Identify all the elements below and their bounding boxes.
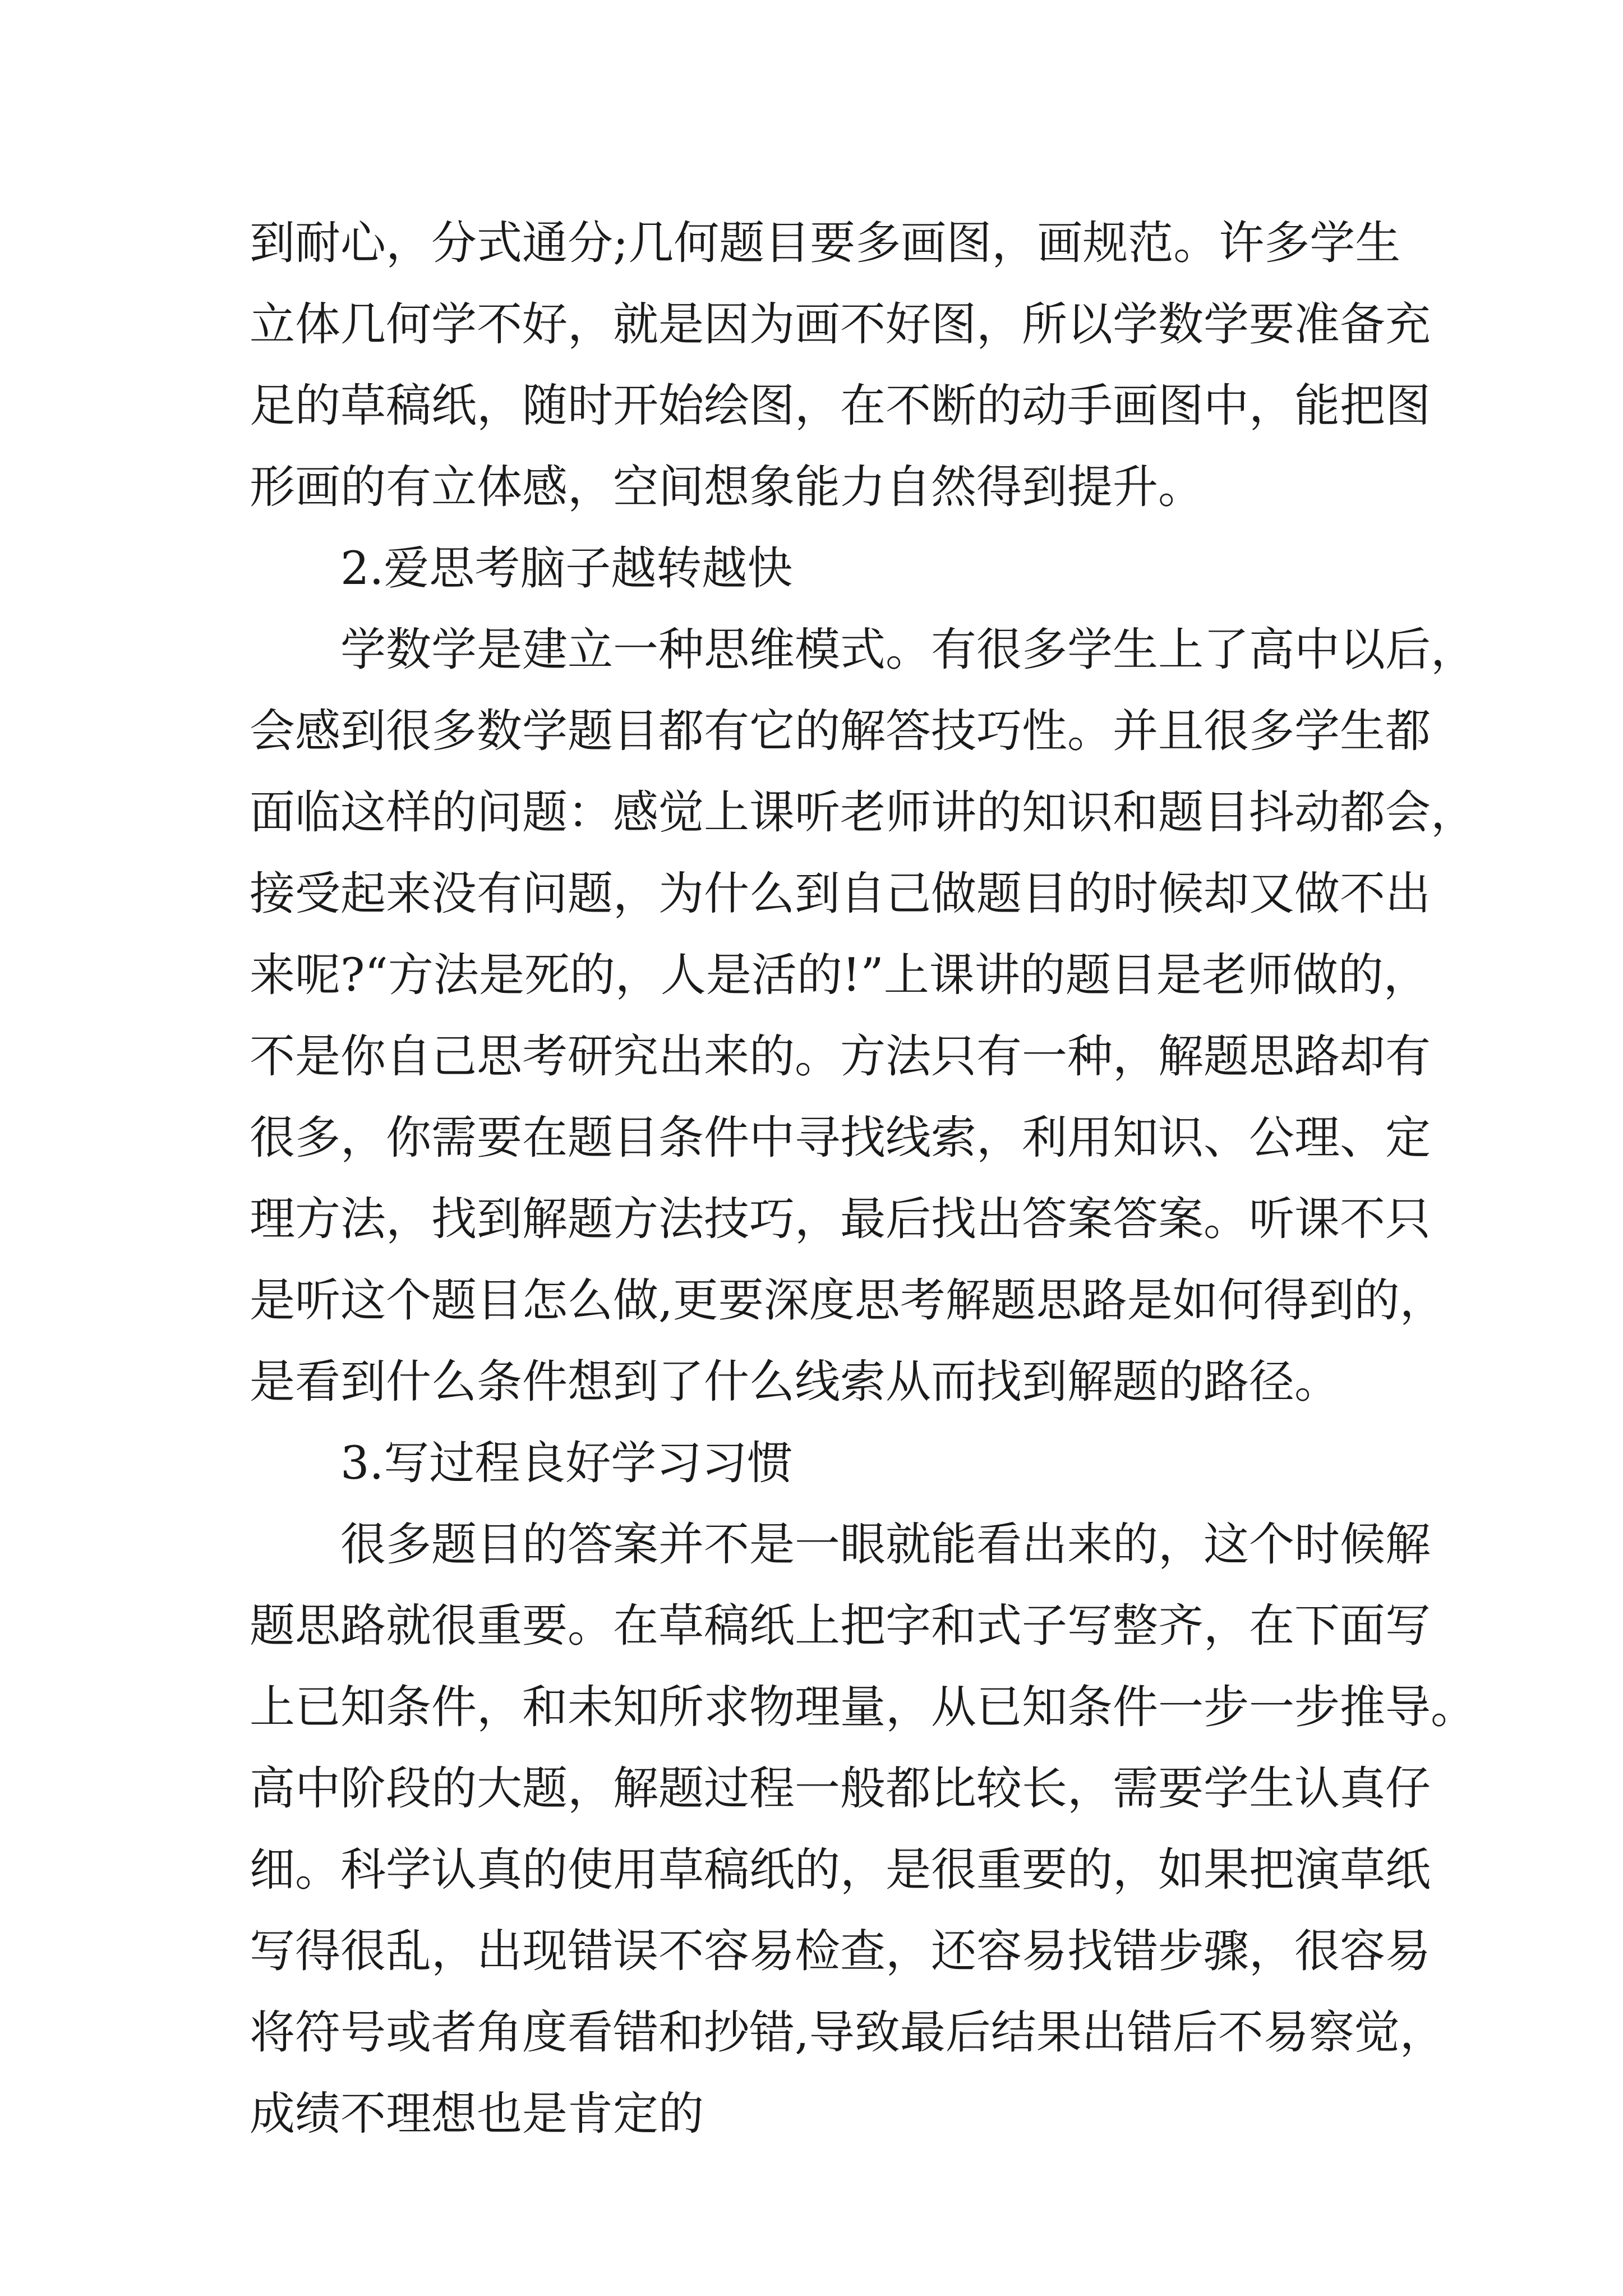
text-line: 很多，你需要在题目条件中寻找线索，利用知识、公理、定: [250, 1112, 1431, 1165]
text-line: 学数学是建立一种思维模式。有很多学生上了高中以后，: [340, 624, 1477, 677]
text-line: 接受起来没有问题，为什么到自己做题目的时候却又做不出: [250, 868, 1431, 921]
text-line: 细。科学认真的使用草稿纸的，是很重要的，如果把演草纸: [250, 1844, 1431, 1897]
text-line: 高中阶段的大题，解题过程一般都比较长，需要学生认真仔: [250, 1763, 1431, 1815]
text-line: 很多题目的答案并不是一眼就能看出来的，这个时候解: [340, 1519, 1431, 1571]
text-line: 面临这样的问题：感觉上课听老师讲的知识和题目抖动都会，: [250, 786, 1477, 839]
text-line: 是听这个题目怎么做,更要深度思考解题思路是如何得到的，: [250, 1274, 1445, 1327]
text-line: 会感到很多数学题目都有它的解答技巧性。并且很多学生都: [250, 705, 1431, 758]
text-line: 题思路就很重要。在草稿纸上把字和式子写整齐，在下面写: [250, 1600, 1431, 1653]
text-line: 到耐心，分式通分;几何题目要多画图，画规范。许多学生: [250, 217, 1401, 270]
text-line: 形画的有立体感，空间想象能力自然得到提升。: [250, 461, 1204, 514]
text-line: 是看到什么条件想到了什么线索从而找到解题的路径。: [250, 1356, 1340, 1409]
text-line: 2.爱思考脑子越转越快: [340, 542, 793, 595]
text-line: 写得很乱，出现错误不容易检查，还容易找错步骤，很容易: [250, 1925, 1431, 1978]
text-line: 理方法，找到解题方法技巧，最后找出答案答案。听课不只: [250, 1193, 1431, 1246]
text-line: 立体几何学不好，就是因为画不好图，所以学数学要准备充: [250, 298, 1431, 351]
text-line: 将符号或者角度看错和抄错,导致最后结果出错后不易察觉，: [250, 2007, 1445, 2059]
text-line: 上已知条件，和未知所求物理量，从已知条件一步一步推导。: [250, 1681, 1477, 1734]
text-line: 3.写过程良好学习习惯: [340, 1437, 793, 1490]
text-line: 不是你自己思考研究出来的。方法只有一种，解题思路却有: [250, 1030, 1431, 1083]
text-line: 足的草稿纸，随时开始绘图，在不断的动手画图中，能把图: [250, 380, 1431, 432]
text-line: 来呢?“方法是死的，人是活的!”上课讲的题目是老师做的，: [250, 949, 1429, 1002]
document-body: [250, 203, 1477, 2155]
text-line: 成绩不理想也是肯定的: [250, 2088, 704, 2141]
